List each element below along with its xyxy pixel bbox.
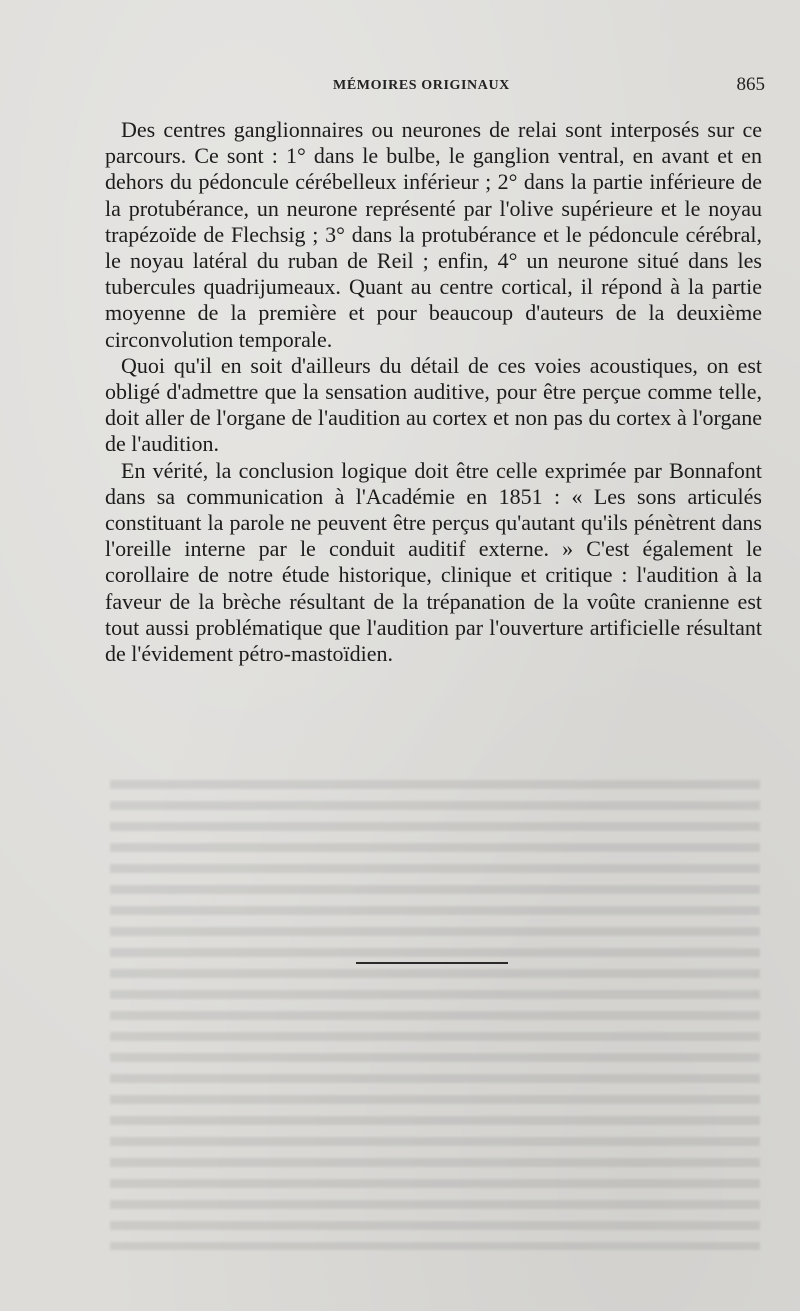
bleed-through-texture [110,780,760,1250]
paragraph-3: En vérité, la conclusion logique doit être celle exprimée par Bonnafont dans sa communication à l'Académie en 1851 : « Les sons articulés constituant la parole ne peuvent être perçus qu'autant qu'ils pénètrent dans l'oreille interne par le conduit auditif externe. » C'est également le corollaire de notre étude historique, clinique et critique : l'audition à la faveur de la brèche résultant de la trépanation de la voûte cranienne est tout aussi problématique que l'audition par l'ouverture artificielle résultant de l'évidement pétro-mastoïdien. [105,457,762,667]
page-header [105,72,765,102]
paragraph-1: Des centres ganglionnaires ou neurones de relai sont interposés sur ce parcours. Ce sont : 1° dans le bulbe, le ganglion ventral, en avant et en dehors du pédoncule cérébelleux inférieur ; 2° dans la partie inférieure de la protubérance, un neurone représenté par l'olive supérieure et le noyau trapézoïde de Flechsig ; 3° dans la protubérance et le pédoncule cérébral, le noyau latéral du ruban de Reil ; enfin, 4° un neurone situé dans les tubercules quadrijumeaux. Quant au centre cortical, il répond à la partie moyenne de la première et pour beaucoup d'auteurs de la deuxième circonvolution temporale. [105,117,762,352]
paragraph-2: Quoi qu'il en soit d'ailleurs du détail de ces voies acoustiques, on est obligé d'admettre que la sensation auditive, pour être perçue comme telle, doit aller de l'organe de l'audition au cortex et non pas du cortex à l'organe de l'audition. [105,352,762,457]
page-number: 865 [736,74,765,95]
section-divider [356,962,508,964]
body-text [105,117,762,667]
running-head: MÉMOIRES ORIGINAUX [333,78,510,93]
